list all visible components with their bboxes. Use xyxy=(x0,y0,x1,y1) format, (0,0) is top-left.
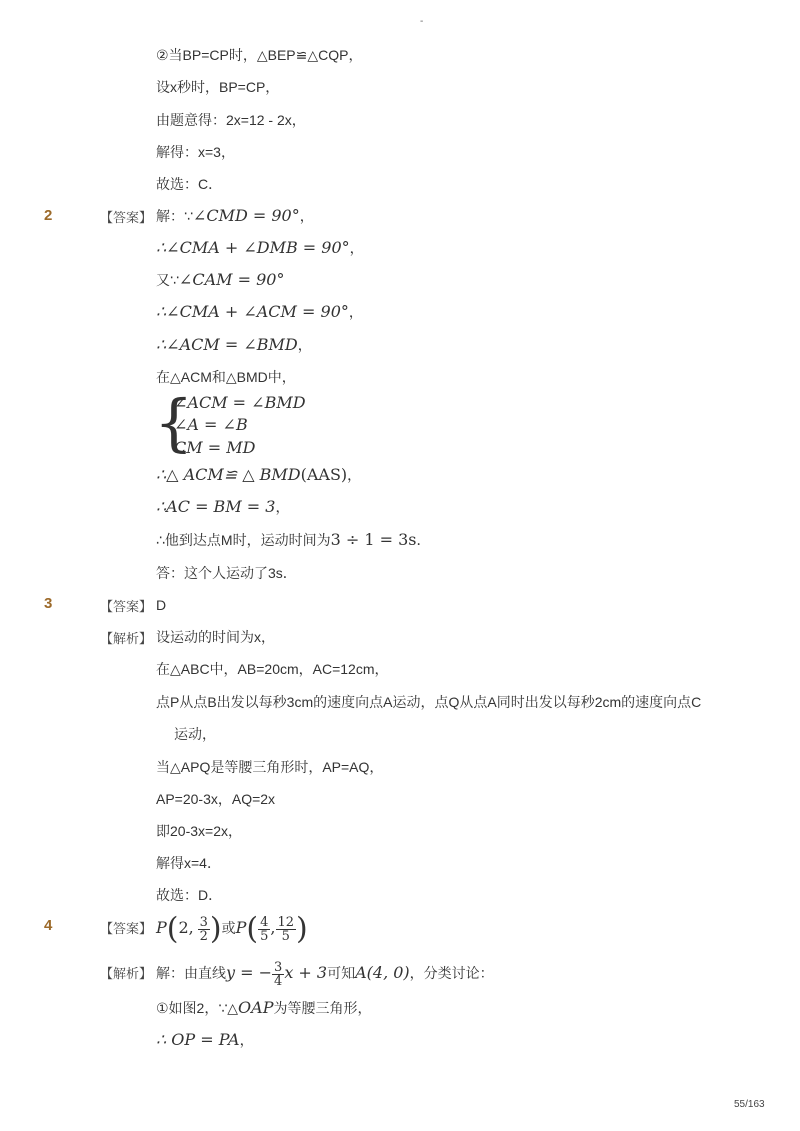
solution-line: ∴他到达点M时，运动时间为3 ÷ 1 = 3s． xyxy=(156,530,431,549)
text-line: 由题意得：2x=12 - 2x， xyxy=(156,112,306,128)
solution-line: 点P从点B出发以每秒3cm的速度向点A运动，点Q从点A同时出发以每秒2cm的速度向点C xyxy=(156,694,702,710)
header-mark: - xyxy=(420,16,424,27)
text-line: ②当BP=CP时，△BEP≌△CQP， xyxy=(156,47,363,63)
solution-line: 在△ACM和△BMD中， xyxy=(156,369,296,385)
system-equation: ∠ACM = ∠BMD xyxy=(174,393,306,412)
text-line: 解得：x=3， xyxy=(156,144,235,160)
solution-line: ∴∠ACM = ∠BMD， xyxy=(156,335,312,354)
answer-value: D xyxy=(156,597,167,613)
solution-line: 答：这个人运动了3s． xyxy=(156,565,297,581)
solution-line: ∴∠CMA + ∠DMB = 90°， xyxy=(156,238,364,257)
question-number: 2 xyxy=(44,207,53,224)
solution-line: ①如图2，∵△OAP为等腰三角形， xyxy=(156,998,372,1017)
page-number: 55/163 xyxy=(734,1099,765,1110)
solution-line: 又∵∠CAM = 90° xyxy=(156,270,285,289)
solution-line: 在△ABC中，AB=20cm，AC=12cm， xyxy=(156,661,389,677)
answer-expression: P(2, $\frac{3}{2}$ )或P( $\frac{4}{5}$ , $\frac{12}{5}$ ) xyxy=(156,911,308,947)
solution-line: ∴AC = BM = 3， xyxy=(156,497,290,516)
solution-line: ∴△ ACM≌ △ BMD(AAS)， xyxy=(156,465,362,484)
solution-line: 设运动的时间为x， xyxy=(156,629,275,645)
solution-line: ∴ OP = PA， xyxy=(156,1030,254,1049)
analysis-tag: 【解析】 xyxy=(100,631,153,646)
analysis-tag: 【解析】 xyxy=(100,966,153,981)
solution-line: 故选：D． xyxy=(156,887,223,903)
system-equation: ∠A = ∠B xyxy=(174,415,248,434)
solution-line: AP=20-3x，AQ=2x xyxy=(156,791,276,807)
system-equation: CM = MD xyxy=(174,438,256,457)
solution-line: 解：由直线y = − $\frac{3}{4}$ x + 3可知A(4, 0)，分类讨论： xyxy=(156,959,494,989)
solution-line: 即20-3x=2x， xyxy=(156,823,242,839)
question-number: 3 xyxy=(44,595,53,612)
solution-line: ∴∠CMA + ∠ACM = 90°， xyxy=(156,302,363,321)
solution-line: 解得x=4． xyxy=(156,855,221,871)
solution-line: 当△APQ是等腰三角形时，AP=AQ， xyxy=(156,759,384,775)
answer-tag: 【答案】 xyxy=(100,210,153,225)
text-line: 设x秒时，BP=CP， xyxy=(156,79,280,95)
solution-line: 解：∵∠CMD = 90°， xyxy=(156,206,314,225)
text-line: 故选：C． xyxy=(156,176,223,192)
question-number: 4 xyxy=(44,917,53,934)
answer-tag: 【答案】 xyxy=(100,599,153,614)
system-brace: { xyxy=(154,386,194,459)
solution-line: 运动， xyxy=(174,726,216,742)
answer-tag: 【答案】 xyxy=(100,921,153,936)
